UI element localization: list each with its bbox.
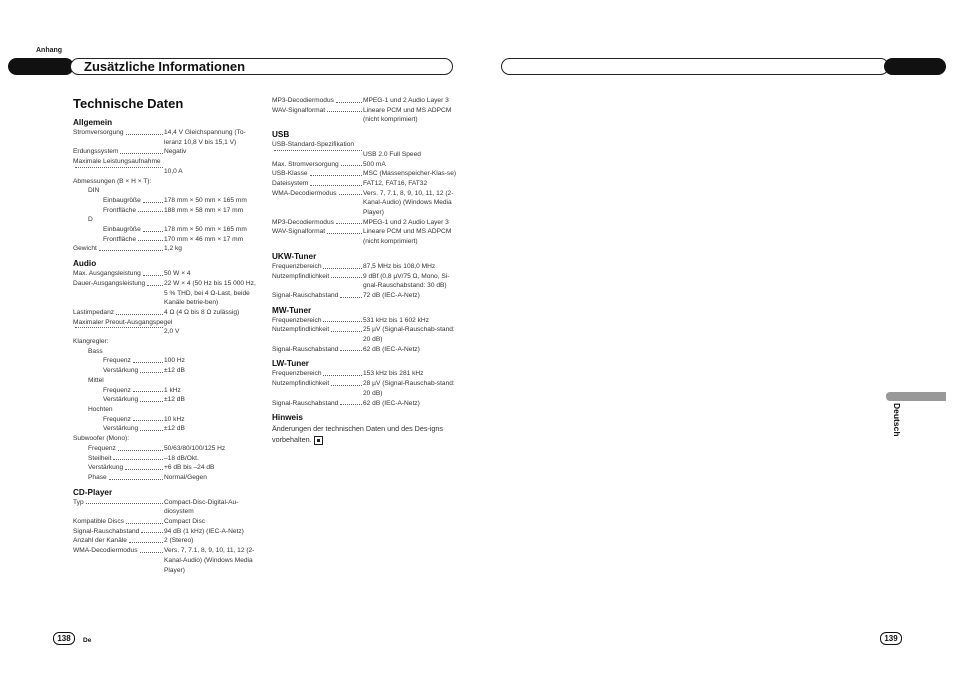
leader-dots	[99, 244, 163, 251]
spec-label: DIN	[88, 187, 100, 195]
spec-label: Signal-Rauschabstand	[73, 527, 140, 535]
spec-label: Bass	[88, 347, 103, 355]
spec-row	[73, 244, 261, 254]
spec-row	[73, 269, 261, 279]
leader-dots	[143, 196, 163, 203]
spec-label: Frequenz	[103, 357, 131, 365]
spec-row	[73, 536, 261, 546]
spec-label: Mittel	[88, 376, 104, 384]
note-text-content: Änderungen der technischen Daten und des Des-igns vorbehalten.	[272, 424, 444, 445]
section-heading-lw-tuner: LW-Tuner	[272, 359, 309, 369]
spec-label: Subwoofer (Mono):	[73, 435, 130, 443]
spec-value: 500 mA	[363, 160, 386, 168]
spec-row	[73, 225, 261, 235]
spec-row	[73, 454, 261, 464]
spec-label: Frontfläche	[103, 235, 136, 243]
spec-value: 62 dB (IEC-A-Netz)	[363, 345, 420, 353]
spec-label: Signal-Rauschabstand	[272, 291, 339, 299]
spec-row	[272, 325, 458, 344]
spec-label: Typ	[73, 498, 84, 506]
header-bar-right	[884, 58, 946, 75]
leader-dots	[340, 345, 362, 352]
spec-value: Normal/Gegen	[164, 473, 207, 481]
spec-row	[73, 527, 261, 537]
leader-dots	[336, 96, 362, 103]
spec-value: USB 2.0 Full Speed	[363, 150, 421, 158]
spec-label: Frequenzbereich	[272, 262, 322, 270]
section-heading-cd-player: CD-Player	[73, 487, 113, 497]
spec-label: Verstärkung	[103, 367, 139, 375]
leader-dots	[140, 366, 163, 373]
spec-label: Dateisystem	[272, 179, 309, 187]
spec-row	[73, 424, 261, 434]
spec-row	[73, 366, 261, 376]
spec-value: 25 µV (Signal-Rauschab-stand: 20 dB)	[363, 326, 455, 344]
spec-row	[73, 308, 261, 318]
spec-value: 178 mm × 50 mm × 165 mm	[164, 226, 247, 234]
page-number-left: 138	[53, 632, 75, 645]
spec-row	[73, 395, 261, 405]
spec-label: WMA-Decodiermodus	[73, 547, 138, 555]
spec-row	[73, 444, 261, 454]
leader-dots	[140, 546, 164, 553]
spec-label: Abmessungen (B × H × T):	[73, 177, 152, 185]
section-heading-audio: Audio	[73, 259, 97, 269]
section-heading-usb: USB	[272, 130, 290, 140]
leader-dots	[75, 327, 163, 328]
spec-row	[272, 399, 458, 409]
spec-value: 100 Hz	[164, 357, 185, 365]
spec-label: MP3-Decodiermodus	[272, 218, 334, 226]
spec-label: Erdungssystem	[73, 148, 119, 156]
spec-row	[73, 206, 261, 216]
leader-dots	[109, 473, 163, 480]
spec-label: WMA-Decodiermodus	[272, 189, 337, 197]
page-number-right: 139	[880, 632, 902, 645]
spec-row	[272, 272, 458, 291]
leader-dots	[126, 517, 163, 524]
leader-dots	[331, 272, 362, 279]
leader-dots	[339, 189, 363, 196]
spec-label: Maximaler Preout-Ausgangspegel	[73, 318, 173, 326]
note-text	[272, 423, 458, 445]
spec-column-left	[73, 117, 261, 575]
spec-label: Dauer-Ausgangsleistung	[73, 279, 146, 287]
spec-row	[73, 498, 261, 517]
spec-label: Signal-Rauschabstand	[272, 399, 339, 407]
spec-row	[272, 262, 458, 272]
leader-dots	[116, 308, 163, 315]
spec-value: Vers. 7, 7.1, 8, 9, 10, 11, 12 (2-Kanal-Audio) (Windows Media Player)	[164, 547, 255, 574]
spec-label: Stromversorgung	[73, 129, 124, 136]
spec-row	[272, 316, 458, 326]
leader-dots	[327, 106, 362, 113]
spec-label: Max. Stromversorgung	[272, 160, 339, 168]
spec-value: 28 µV (Signal-Rauschab-stand: 20 dB)	[363, 380, 455, 397]
spec-value: 87,5 MHz bis 108,0 MHz	[363, 262, 436, 270]
spec-value: ±12 dB	[164, 396, 185, 404]
leader-dots	[140, 424, 163, 431]
spec-label: Verstärkung	[103, 425, 139, 433]
spec-row	[272, 218, 458, 228]
spec-label: Kompatible Discs	[73, 518, 124, 526]
section-heading-ukw-tuner: UKW-Tuner	[272, 251, 317, 261]
spec-row	[73, 473, 261, 483]
leader-dots	[340, 291, 362, 298]
spec-value: Compact Disc	[164, 518, 206, 526]
spec-value: 22 W × 4 (50 Hz bis 15 000 Hz, 5 % THD, bei 4 Ω-Last, beide Kanäle betrie-ben)	[164, 279, 256, 307]
leader-dots	[274, 150, 362, 151]
leader-dots	[323, 369, 362, 376]
page-title: Technische Daten	[73, 96, 184, 111]
spec-label: Steilheit	[88, 454, 112, 462]
spec-value: 2 (Stereo)	[164, 537, 194, 545]
leader-dots	[118, 444, 163, 451]
leader-dots	[120, 147, 163, 154]
spec-row	[272, 106, 458, 125]
language-label: Deutsch	[892, 403, 902, 437]
spec-value: 153 kHz bis 281 kHz	[363, 370, 424, 378]
leader-dots	[125, 463, 163, 470]
spec-row	[272, 150, 458, 160]
spec-value: 50/63/80/100/125 Hz	[164, 444, 226, 452]
spec-row	[73, 327, 261, 337]
leader-dots	[143, 225, 163, 232]
spec-column-right	[272, 96, 458, 445]
spec-row	[272, 179, 458, 189]
spec-value: 170 mm × 46 mm × 17 mm	[164, 235, 244, 243]
spec-label: Nutzempfindlichkeit	[272, 272, 330, 280]
spec-label: Nutzempfindlichkeit	[272, 326, 330, 334]
end-mark-icon	[314, 436, 323, 445]
leader-dots	[143, 269, 163, 276]
spec-label: USB-Klasse	[272, 170, 308, 178]
spec-row	[73, 386, 261, 396]
spec-value: –18 dB/Okt.	[164, 454, 199, 462]
leader-dots	[141, 527, 163, 534]
spec-value: Lineare PCM und MS ADPCM (nicht komprimiert)	[363, 106, 452, 124]
leader-dots	[138, 235, 163, 242]
leader-dots	[147, 279, 163, 286]
spec-label: WAV-Signalformat	[272, 106, 326, 114]
spec-value: 10 kHz	[164, 415, 185, 423]
spec-row	[73, 356, 261, 366]
spec-value: 1,2 kg	[164, 245, 182, 253]
spec-label: Einbaugröße	[103, 196, 141, 204]
leader-dots	[129, 536, 163, 543]
spec-label: Frontfläche	[103, 206, 136, 214]
spec-label: Einbaugröße	[103, 226, 141, 234]
spec-label: Gewicht	[73, 245, 97, 253]
spec-label: Frequenz	[103, 415, 131, 423]
leader-dots	[126, 128, 163, 135]
spec-row	[73, 128, 261, 147]
leader-dots	[336, 218, 362, 225]
spec-row	[73, 517, 261, 527]
spec-row	[73, 147, 261, 157]
spec-row	[73, 279, 261, 308]
spec-label: Signal-Rauschabstand	[272, 345, 339, 353]
spec-row	[272, 369, 458, 379]
spec-row	[272, 227, 458, 246]
spec-label: Klangregler:	[73, 338, 109, 346]
leader-dots	[140, 395, 163, 402]
spec-value: 1 kHz	[164, 386, 181, 394]
spec-label: Frequenz	[88, 444, 116, 452]
leader-dots	[133, 415, 163, 422]
spec-row	[272, 291, 458, 301]
spec-row	[73, 196, 261, 206]
spec-value: 94 dB (1 kHz) (IEC-A-Netz)	[164, 527, 244, 535]
spec-label: Verstärkung	[88, 464, 124, 472]
spec-value: 9 dBf (0,8 µV/75 Ω, Mono, Si-gnal-Rauschabstand: 30 dB)	[363, 272, 450, 290]
section-heading-mw-tuner: MW-Tuner	[272, 305, 312, 315]
spec-value: ±12 dB	[164, 367, 185, 375]
leader-dots	[327, 227, 362, 234]
spec-label: Hochten	[88, 405, 113, 413]
leader-dots	[323, 262, 362, 269]
header-bar-left	[8, 58, 74, 75]
leader-dots	[341, 160, 362, 167]
spec-value: MPEG-1 und 2 Audio Layer 3	[363, 97, 449, 104]
spec-value: FAT12, FAT16, FAT32	[363, 179, 428, 187]
spec-value: 72 dB (IEC-A-Netz)	[363, 291, 420, 299]
spec-label: Max. Ausgangsleistung	[73, 270, 141, 278]
spec-label: Verstärkung	[103, 396, 139, 404]
spec-row	[272, 96, 458, 106]
leader-dots	[75, 167, 163, 168]
leader-dots	[113, 454, 163, 461]
spec-value: 2,0 V	[164, 328, 180, 336]
section-heading-allgemein: Allgemein	[73, 118, 113, 127]
leader-dots	[138, 206, 163, 213]
spec-label: Nutzempfindlichkeit	[272, 380, 330, 388]
spec-row	[73, 235, 261, 245]
spec-row	[73, 463, 261, 473]
spec-label: Maximale Leistungsaufnahme	[73, 158, 161, 166]
spec-value: Vers. 7, 7.1, 8, 9, 10, 11, 12 (2-Kanal-Audio) (Windows Media Player)	[363, 189, 454, 217]
spec-label: Frequenz	[103, 386, 131, 394]
spec-value: 62 dB (IEC-A-Netz)	[363, 399, 420, 407]
spec-row	[272, 189, 458, 218]
spec-label: Frequenzbereich	[272, 370, 322, 378]
spec-value: +6 dB bis –24 dB	[164, 464, 215, 472]
header-frame-right	[501, 58, 889, 75]
spec-row	[272, 169, 458, 179]
spec-value: 188 mm × 58 mm × 17 mm	[164, 206, 244, 214]
leader-dots	[331, 379, 362, 386]
spec-row	[272, 345, 458, 355]
leader-dots	[331, 325, 362, 332]
section-title: Zusätzliche Informationen	[84, 59, 246, 74]
spec-value: 14,4 V Gleichspannung (To-leranz 10,8 V bis 15,1 V)	[164, 129, 246, 146]
leader-dots	[323, 316, 362, 323]
appendix-label: Anhang	[36, 47, 63, 54]
spec-value: 178 mm × 50 mm × 165 mm	[164, 196, 247, 204]
spec-value: Negativ	[164, 148, 187, 156]
leader-dots	[133, 386, 163, 393]
section-heading-hinweis: Hinweis	[272, 413, 303, 423]
spec-value: 10,0 A	[164, 167, 183, 175]
spec-value: 531 kHz bis 1 602 kHz	[363, 316, 429, 324]
spec-row	[73, 167, 261, 177]
spec-label: Phase	[88, 473, 107, 481]
leader-dots	[86, 498, 163, 505]
spec-label: Frequenzbereich	[272, 316, 322, 324]
spec-row	[73, 546, 261, 575]
language-tab	[886, 392, 946, 401]
page-language-code: De	[83, 637, 92, 644]
spec-row	[272, 160, 458, 170]
spec-row	[272, 379, 458, 398]
leader-dots	[340, 399, 362, 406]
spec-label: MP3-Decodiermodus	[272, 97, 334, 104]
spec-value: MPEG-1 und 2 Audio Layer 3	[363, 218, 449, 226]
spec-label: D	[88, 216, 93, 224]
spec-row	[73, 415, 261, 425]
spec-value: MSC (Massenspeicher-Klas-se)	[363, 170, 457, 178]
spec-label: Anzahl der Kanäle	[73, 537, 127, 545]
leader-dots	[310, 169, 362, 176]
leader-dots	[310, 179, 362, 186]
spec-value: 4 Ω (4 Ω bis 8 Ω zulässig)	[164, 308, 240, 316]
spec-value: Compact-Disc-Digital-Au-diosystem	[164, 498, 239, 516]
spec-value: ±12 dB	[164, 425, 185, 433]
spec-label: USB-Standard-Spezifikation	[272, 141, 355, 149]
spec-label: Lastimpedanz	[73, 308, 115, 316]
leader-dots	[133, 356, 163, 363]
spec-value: Lineare PCM und MS ADPCM (nicht komprimiert)	[363, 228, 452, 246]
spec-label: WAV-Signalformat	[272, 228, 326, 236]
spec-value: 50 W × 4	[164, 270, 191, 278]
